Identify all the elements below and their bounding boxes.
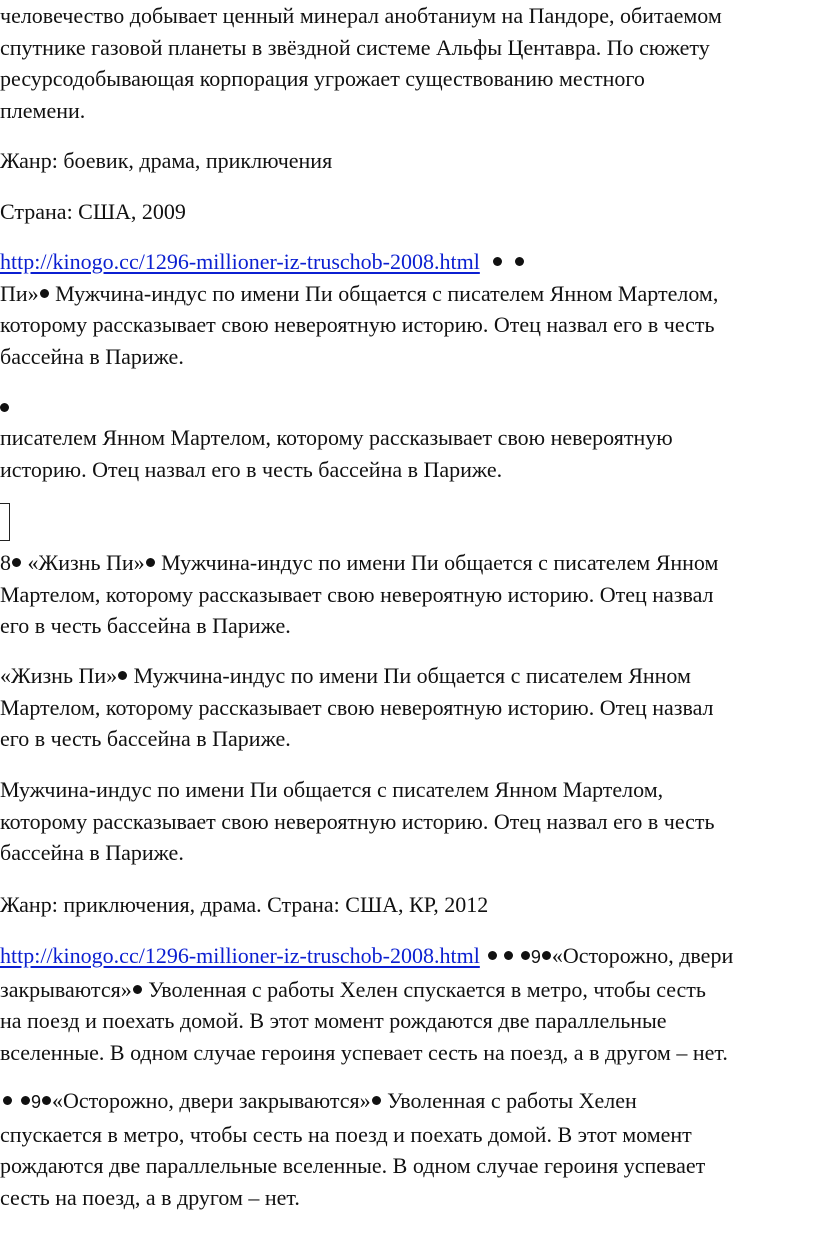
- bullet-icon: [0, 403, 9, 412]
- text-line: рождаются две параллельные вселенные. В одном случае героиня успевает: [0, 1153, 706, 1178]
- film-entry-sliding-doors-numbered: [0, 940, 733, 1068]
- film-link[interactable]: http://kinogo.cc/1296-millioner-iz-truschob-2008.html: [0, 943, 480, 968]
- text-line: [0, 660, 714, 692]
- text-line: спутнике газовой планеты в звёздной системе Альфы Центавра. По сюжету: [0, 34, 710, 60]
- text-line: [0, 974, 733, 1006]
- film-link[interactable]: http://kinogo.cc/1296-millioner-iz-truschob-2008.html: [0, 249, 480, 274]
- text-line: племени.: [0, 97, 86, 123]
- text-line: бассейна в Париже.: [0, 840, 184, 865]
- bullet-icon: [493, 257, 502, 266]
- text-line: человечество добывает ценный минерал анобтаниум на Пандоре, обитаемом: [0, 3, 722, 28]
- bullet-icon: [40, 289, 49, 298]
- text-line: историю. Отец назвал его в честь бассейна в Париже.: [0, 456, 503, 482]
- item-number: 9: [530, 947, 541, 967]
- text-fragment: Уволенная с работы Хелен спускается в метро, чтобы сесть: [142, 976, 706, 1002]
- text-line: спускается в метро, чтобы сесть на поезд и поехать домой. В этот момент: [0, 1121, 692, 1147]
- text-line: Мартелом, которому рассказывает свою невероятную историю. Отец назвал: [0, 581, 714, 607]
- text-line: [0, 278, 718, 310]
- text-line: его в честь бассейна в Париже.: [0, 613, 291, 638]
- film-entry-pi: [0, 246, 718, 372]
- text-line: [0, 1085, 705, 1119]
- text-line: Мартелом, которому рассказывает свою невероятную историю. Отец назвал: [0, 694, 714, 720]
- text-fragment: Уволенная с работы Хелен: [381, 1088, 637, 1113]
- text-cursor-box: [0, 503, 10, 541]
- text-line: ресурсодобывающая корпорация угрожает существованию местного: [0, 66, 645, 91]
- text-fragment: Мужчина-индус по имени Пи общается с писателем Янном: [155, 550, 719, 575]
- bullet-icon: [42, 1096, 51, 1105]
- film-title: «Жизнь Пи»: [22, 550, 145, 575]
- film-title: «Жизнь Пи»: [0, 663, 118, 688]
- film-title: «Осторожно, двери: [551, 943, 734, 968]
- item-number: 8: [0, 550, 11, 575]
- bullet-icon: [12, 558, 21, 567]
- film-entry-life-of-pi: [0, 660, 714, 755]
- text-fragment: Мужчина-индус по имени Пи общается с писателем Янном: [128, 663, 691, 688]
- text-line: Мужчина-индус по имени Пи общается с писателем Янном Мартелом,: [0, 777, 664, 802]
- bullet-icon: [488, 951, 497, 960]
- text-line: [0, 547, 718, 579]
- text-line: которому рассказывает свою невероятную историю. Отец назвал его в честь: [0, 808, 715, 834]
- lone-bullet: [0, 392, 10, 424]
- item-number: 9: [31, 1092, 42, 1112]
- text-line: вселенные. В одном случае героиня успевает сесть на поезд, а в другом – нет.: [0, 1039, 728, 1065]
- film-title: «Осторожно, двери закрываются»: [52, 1088, 371, 1113]
- text-line: Жанр: боевик, драма, приключения: [0, 148, 333, 173]
- text-line: его в честь бассейна в Париже.: [0, 726, 291, 751]
- text-fragment: Пи»: [0, 280, 39, 306]
- bullet-icon: [3, 1096, 12, 1105]
- text-line: писателем Янном Мартелом, которому рассказывает свою невероятную: [0, 425, 673, 450]
- bullet-icon: [504, 951, 513, 960]
- bullet-icon: [542, 951, 551, 960]
- plot-paragraph-pi: [0, 774, 715, 869]
- text-fragment: Мужчина-индус по имени Пи общается с писателем Янном Мартелом,: [49, 280, 719, 306]
- text-line: [0, 246, 718, 278]
- film-entry-life-of-pi-numbered: [0, 547, 718, 642]
- writer-paragraph: [0, 422, 673, 485]
- bullet-icon: [515, 257, 524, 266]
- text-line: сесть на поезд, а в другом – нет.: [0, 1184, 300, 1210]
- text-line: на поезд и поехать домой. В этот момент рождаются две параллельные: [0, 1008, 667, 1033]
- bullet-icon: [21, 1096, 30, 1105]
- text-line: [0, 940, 733, 974]
- text-line: Жанр: приключения, драма. Страна: США, КР, 2012: [0, 892, 489, 917]
- bullet-icon: [146, 558, 155, 567]
- bullet-icon: [521, 951, 530, 960]
- bullet-icon: [133, 985, 142, 994]
- bullet-icon: [118, 671, 127, 680]
- text-fragment: закрываются»: [0, 976, 132, 1002]
- genre-line: [0, 145, 332, 177]
- genre-country-line: [0, 889, 488, 921]
- country-line: [0, 196, 186, 228]
- text-line: Страна: США, 2009: [0, 199, 186, 224]
- plot-paragraph-avatar: [0, 0, 722, 126]
- text-line: которому рассказывает свою невероятную историю. Отец назвал его в честь: [0, 312, 715, 337]
- bullet-icon: [372, 1096, 381, 1105]
- text-line: бассейна в Париже.: [0, 343, 184, 369]
- film-entry-sliding-doors: [0, 1085, 705, 1213]
